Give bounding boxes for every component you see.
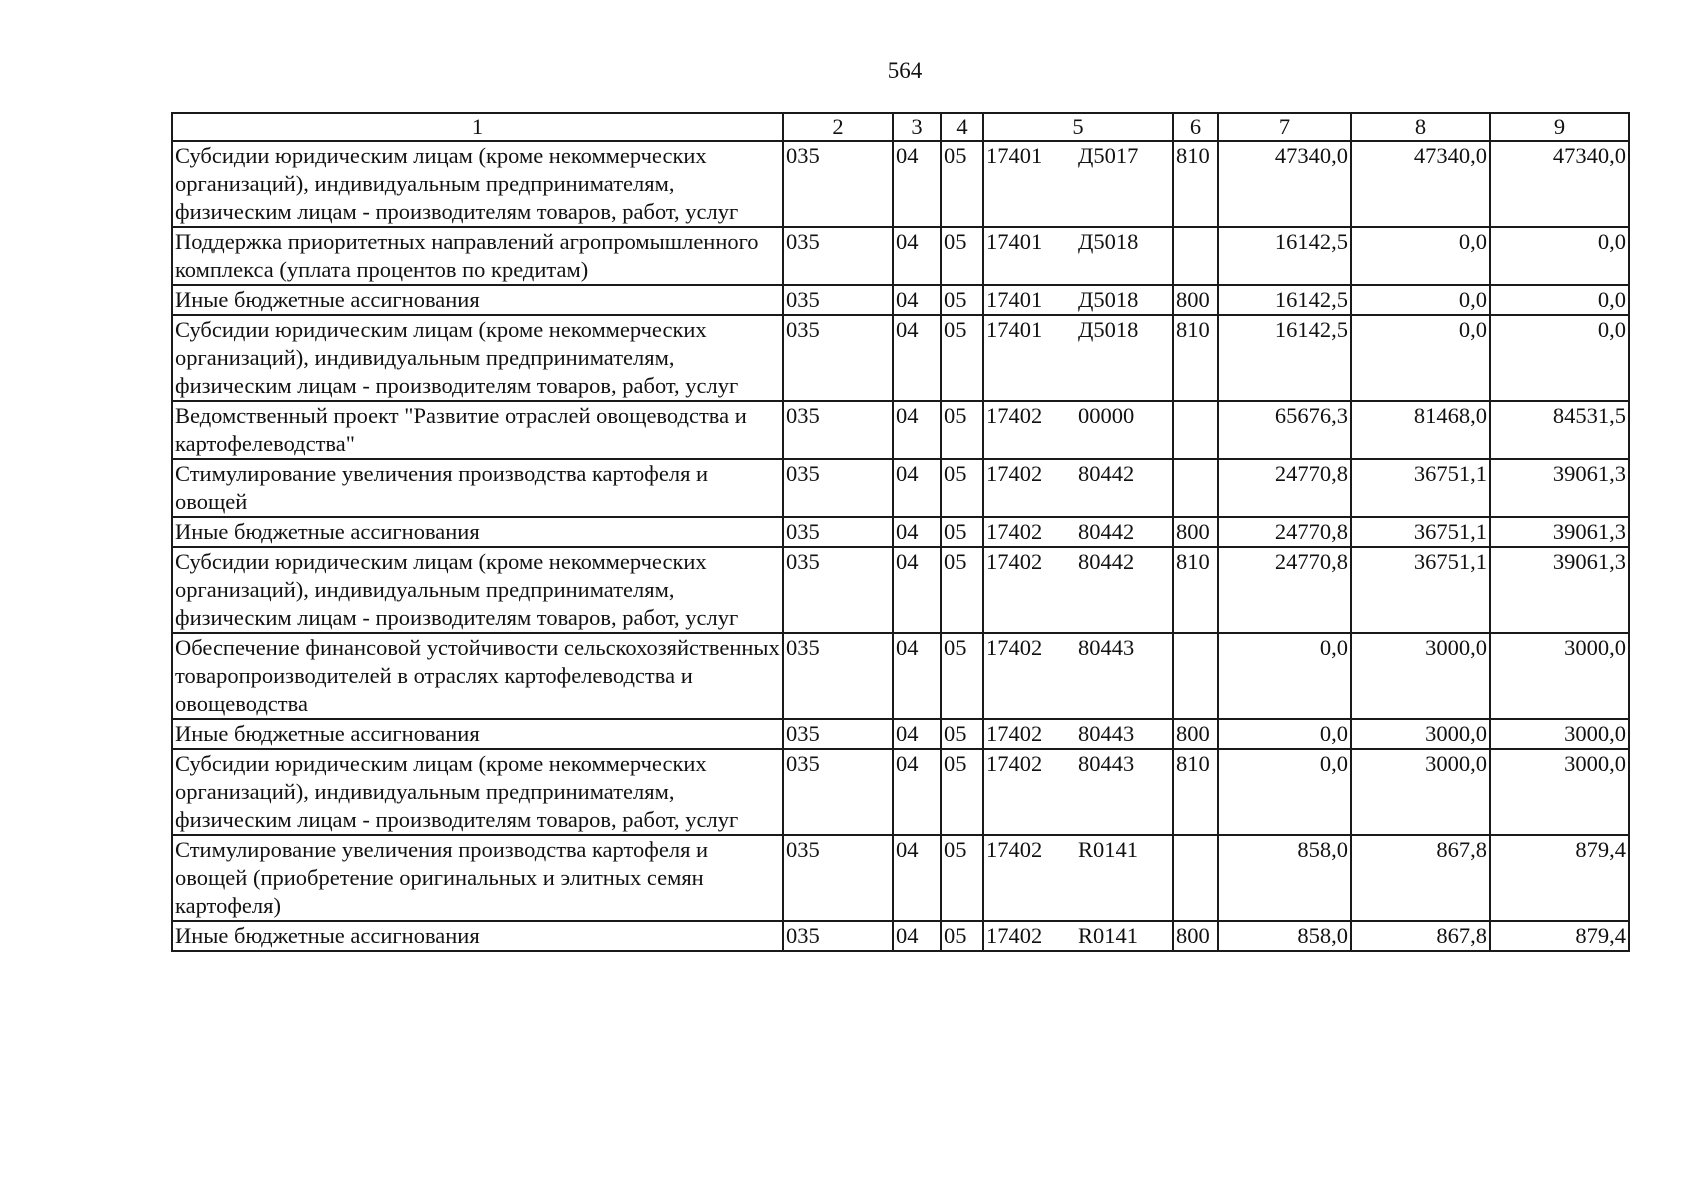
- table-row: [172, 227, 1629, 285]
- target-program-code: 17401: [986, 143, 1043, 168]
- subsection-code: 05: [941, 633, 983, 719]
- target-direction-code: Д5018: [1078, 317, 1139, 342]
- page-number: 564: [887, 58, 923, 83]
- target-article-code: [983, 749, 1173, 835]
- section-code: 04: [893, 633, 941, 719]
- target-article-code: [983, 285, 1173, 315]
- expense-type-code: 810: [1173, 141, 1218, 227]
- column-header: 3: [893, 113, 941, 141]
- amount-year-3: 39061,3: [1490, 459, 1629, 517]
- amount-year-2: 3000,0: [1351, 633, 1490, 719]
- expense-type-code: 810: [1173, 749, 1218, 835]
- table-row: [172, 141, 1629, 227]
- amount-year-3: 39061,3: [1490, 547, 1629, 633]
- ministry-code: 035: [783, 315, 893, 401]
- row-name: Поддержка приоритетных направлений агропромышленного комплекса (уплата процентов по кредитам): [172, 227, 783, 285]
- amount-year-3: 39061,3: [1490, 517, 1629, 547]
- amount-year-3: 879,4: [1490, 921, 1629, 951]
- target-direction-code: R0141: [1078, 923, 1139, 948]
- amount-year-1: 16142,5: [1218, 227, 1351, 285]
- row-name: Субсидии юридическим лицам (кроме некоммерческих организаций), индивидуальным предпринимателям, физическим лицам - производителям товаров, работ, услуг: [172, 749, 783, 835]
- expense-type-code: 800: [1173, 719, 1218, 749]
- amount-year-2: 0,0: [1351, 285, 1490, 315]
- row-name: Иные бюджетные ассигнования: [172, 517, 783, 547]
- target-program-code: 17402: [986, 721, 1043, 746]
- section-code: 04: [893, 749, 941, 835]
- column-header: 7: [1218, 113, 1351, 141]
- ministry-code: 035: [783, 401, 893, 459]
- ministry-code: 035: [783, 835, 893, 921]
- target-program-code: 17402: [986, 923, 1043, 948]
- row-name: Субсидии юридическим лицам (кроме некоммерческих организаций), индивидуальным предпринимателям, физическим лицам - производителям товаров, работ, услуг: [172, 141, 783, 227]
- expense-type-code: 810: [1173, 315, 1218, 401]
- subsection-code: 05: [941, 719, 983, 749]
- target-article-code: [983, 227, 1173, 285]
- amount-year-1: 16142,5: [1218, 285, 1351, 315]
- table-row: [172, 459, 1629, 517]
- target-program-code: 17402: [986, 461, 1043, 486]
- amount-year-1: 16142,5: [1218, 315, 1351, 401]
- amount-year-3: 0,0: [1490, 285, 1629, 315]
- ministry-code: 035: [783, 633, 893, 719]
- budget-table: [171, 112, 1630, 952]
- table-header-row: [172, 113, 1629, 141]
- subsection-code: 05: [941, 835, 983, 921]
- table-row: [172, 315, 1629, 401]
- amount-year-1: 24770,8: [1218, 517, 1351, 547]
- target-article-code: [983, 141, 1173, 227]
- ministry-code: 035: [783, 719, 893, 749]
- target-article-code: [983, 315, 1173, 401]
- expense-type-code: [1173, 633, 1218, 719]
- target-direction-code: 80442: [1078, 461, 1135, 486]
- amount-year-2: 867,8: [1351, 921, 1490, 951]
- amount-year-2: 81468,0: [1351, 401, 1490, 459]
- target-program-code: 17401: [986, 229, 1043, 254]
- ministry-code: 035: [783, 749, 893, 835]
- subsection-code: 05: [941, 517, 983, 547]
- row-name: Субсидии юридическим лицам (кроме некоммерческих организаций), индивидуальным предпринимателям, физическим лицам - производителям товаров, работ, услуг: [172, 315, 783, 401]
- target-direction-code: 80442: [1078, 519, 1135, 544]
- table-row: [172, 719, 1629, 749]
- ministry-code: 035: [783, 547, 893, 633]
- target-program-code: 17401: [986, 287, 1043, 312]
- target-direction-code: Д5018: [1078, 229, 1139, 254]
- subsection-code: 05: [941, 285, 983, 315]
- amount-year-1: 858,0: [1218, 835, 1351, 921]
- row-name: Ведомственный проект "Развитие отраслей овощеводства и картофелеводства": [172, 401, 783, 459]
- amount-year-1: 24770,8: [1218, 459, 1351, 517]
- subsection-code: 05: [941, 547, 983, 633]
- expense-type-code: 800: [1173, 285, 1218, 315]
- column-header: 9: [1490, 113, 1629, 141]
- target-program-code: 17401: [986, 317, 1043, 342]
- target-direction-code: Д5017: [1078, 143, 1139, 168]
- row-name: Стимулирование увеличения производства картофеля и овощей: [172, 459, 783, 517]
- amount-year-1: 47340,0: [1218, 141, 1351, 227]
- target-direction-code: R0141: [1078, 837, 1139, 862]
- row-name: Обеспечение финансовой устойчивости сельскохозяйственных товаропроизводителей в отраслях картофелеводства и овощеводства: [172, 633, 783, 719]
- row-name: Субсидии юридическим лицам (кроме некоммерческих организаций), индивидуальным предпринимателям, физическим лицам - производителям товаров, работ, услуг: [172, 547, 783, 633]
- expense-type-code: [1173, 459, 1218, 517]
- amount-year-1: 858,0: [1218, 921, 1351, 951]
- section-code: 04: [893, 315, 941, 401]
- target-direction-code: 80443: [1078, 721, 1135, 746]
- amount-year-3: 84531,5: [1490, 401, 1629, 459]
- target-direction-code: 80443: [1078, 751, 1135, 776]
- amount-year-2: 0,0: [1351, 315, 1490, 401]
- amount-year-2: 36751,1: [1351, 517, 1490, 547]
- subsection-code: 05: [941, 141, 983, 227]
- ministry-code: 035: [783, 227, 893, 285]
- section-code: 04: [893, 459, 941, 517]
- expense-type-code: 800: [1173, 517, 1218, 547]
- amount-year-3: 3000,0: [1490, 719, 1629, 749]
- amount-year-3: 879,4: [1490, 835, 1629, 921]
- table-row: [172, 517, 1629, 547]
- section-code: 04: [893, 517, 941, 547]
- section-code: 04: [893, 547, 941, 633]
- target-program-code: 17402: [986, 403, 1043, 428]
- column-header: 5: [983, 113, 1173, 141]
- amount-year-3: 3000,0: [1490, 749, 1629, 835]
- subsection-code: 05: [941, 749, 983, 835]
- amount-year-3: 0,0: [1490, 315, 1629, 401]
- amount-year-2: 3000,0: [1351, 749, 1490, 835]
- subsection-code: 05: [941, 921, 983, 951]
- expense-type-code: [1173, 227, 1218, 285]
- amount-year-1: 65676,3: [1218, 401, 1351, 459]
- column-header: 1: [172, 113, 783, 141]
- amount-year-2: 36751,1: [1351, 459, 1490, 517]
- target-direction-code: 00000: [1078, 403, 1135, 428]
- column-header: 8: [1351, 113, 1490, 141]
- table-row: [172, 547, 1629, 633]
- amount-year-1: 0,0: [1218, 749, 1351, 835]
- target-article-code: [983, 633, 1173, 719]
- table-row: [172, 285, 1629, 315]
- section-code: 04: [893, 141, 941, 227]
- ministry-code: 035: [783, 459, 893, 517]
- target-article-code: [983, 547, 1173, 633]
- ministry-code: 035: [783, 141, 893, 227]
- amount-year-1: 24770,8: [1218, 547, 1351, 633]
- expense-type-code: [1173, 835, 1218, 921]
- subsection-code: 05: [941, 315, 983, 401]
- amount-year-3: 0,0: [1490, 227, 1629, 285]
- target-program-code: 17402: [986, 635, 1043, 660]
- table-row: [172, 401, 1629, 459]
- target-direction-code: 80443: [1078, 635, 1135, 660]
- row-name: Иные бюджетные ассигнования: [172, 719, 783, 749]
- subsection-code: 05: [941, 401, 983, 459]
- target-article-code: [983, 459, 1173, 517]
- column-header: 6: [1173, 113, 1218, 141]
- table-row: [172, 749, 1629, 835]
- amount-year-2: 36751,1: [1351, 547, 1490, 633]
- amount-year-1: 0,0: [1218, 719, 1351, 749]
- amount-year-3: 3000,0: [1490, 633, 1629, 719]
- row-name: Иные бюджетные ассигнования: [172, 285, 783, 315]
- target-direction-code: 80442: [1078, 549, 1135, 574]
- amount-year-3: 47340,0: [1490, 141, 1629, 227]
- ministry-code: 035: [783, 921, 893, 951]
- column-header: 2: [783, 113, 893, 141]
- expense-type-code: 800: [1173, 921, 1218, 951]
- section-code: 04: [893, 401, 941, 459]
- table-row: [172, 633, 1629, 719]
- ministry-code: 035: [783, 285, 893, 315]
- subsection-code: 05: [941, 459, 983, 517]
- section-code: 04: [893, 227, 941, 285]
- expense-type-code: [1173, 401, 1218, 459]
- target-program-code: 17402: [986, 837, 1043, 862]
- amount-year-2: 3000,0: [1351, 719, 1490, 749]
- target-article-code: [983, 401, 1173, 459]
- ministry-code: 035: [783, 517, 893, 547]
- table-row: [172, 921, 1629, 951]
- target-article-code: [983, 517, 1173, 547]
- column-header: 4: [941, 113, 983, 141]
- section-code: 04: [893, 719, 941, 749]
- row-name: Стимулирование увеличения производства картофеля и овощей (приобретение оригинальных и элитных семян картофеля): [172, 835, 783, 921]
- subsection-code: 05: [941, 227, 983, 285]
- table-row: [172, 835, 1629, 921]
- target-program-code: 17402: [986, 751, 1043, 776]
- target-direction-code: Д5018: [1078, 287, 1139, 312]
- amount-year-2: 867,8: [1351, 835, 1490, 921]
- amount-year-2: 47340,0: [1351, 141, 1490, 227]
- expense-type-code: 810: [1173, 547, 1218, 633]
- section-code: 04: [893, 921, 941, 951]
- target-program-code: 17402: [986, 549, 1043, 574]
- target-article-code: [983, 719, 1173, 749]
- amount-year-2: 0,0: [1351, 227, 1490, 285]
- table-body: [172, 141, 1629, 951]
- target-program-code: 17402: [986, 519, 1043, 544]
- row-name: Иные бюджетные ассигнования: [172, 921, 783, 951]
- target-article-code: [983, 921, 1173, 951]
- section-code: 04: [893, 285, 941, 315]
- amount-year-1: 0,0: [1218, 633, 1351, 719]
- target-article-code: [983, 835, 1173, 921]
- section-code: 04: [893, 835, 941, 921]
